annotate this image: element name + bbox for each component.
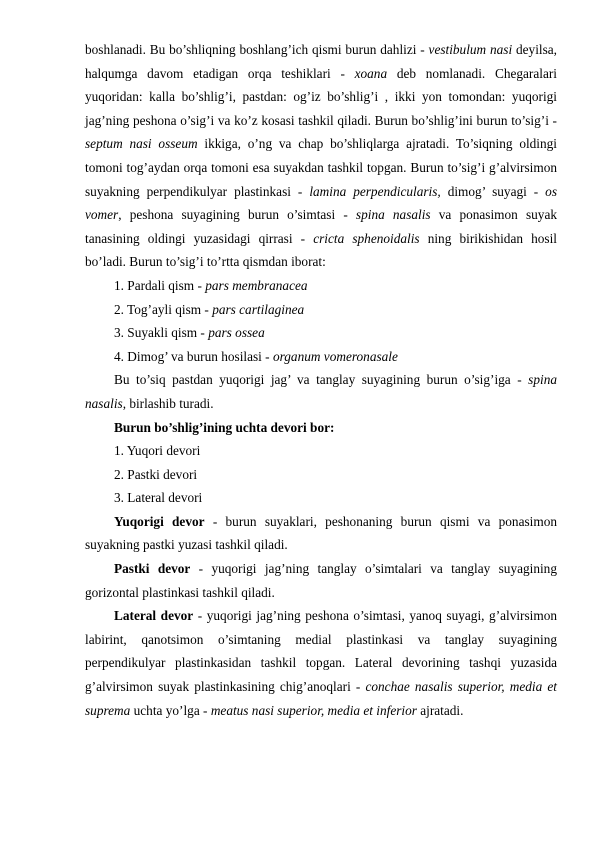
list-item-wall: 3. Lateral devori (114, 490, 203, 506)
text: deb nomlanadi. Chegaralari yuqoridan: kalla bo’shlig’i, pastdan: og’iz bo’shlig’i , ikki yon tomondan: yuqorigi jag’ning peshona o’sig’i va ko’z kosasi tashkil qiladi. Burun bo’shlig’ini burun to’sig’i - (85, 65, 557, 128)
latin-term: septum nasi osseum (85, 136, 198, 152)
part-label: 2. Tog’ayli qism - (114, 301, 213, 317)
text: deyilsa, halqumga davom etadigan orqa teshiklari - (85, 42, 557, 81)
latin-term: xoana (354, 65, 388, 81)
latin-term: cricta sphenoidalis (313, 230, 420, 246)
text: uchta yo’lga - (130, 702, 211, 718)
text: boshlanadi. Bu bo’shliqning boshlang’ich qismi burun dahlizi - (85, 42, 429, 57)
text: - burun suyaklari, peshonaning burun qismi va ponasimon suyakning pastki yuzasi tashkil qiladi. (85, 513, 557, 553)
text: , peshona suyagining burun o’simtasi - (118, 207, 356, 223)
text: - yuqorigi jag’ning peshona o’simtasi, yanoq suyagi, g’alvirsimon labirint, qanotsimon o’simtaning medial plastinkasi va tanglay suyagining perpendikulyar plastinkasidan tashkil topgan. Lateral devorining tashqi yuzasida g’alvirsimon suyak plastinkasining chig’anoqlari - (85, 608, 557, 695)
latin-term: os vomer (85, 183, 557, 223)
latin-term: spina nasalis (85, 372, 557, 411)
list-item-part (85, 345, 557, 369)
text: va ponasimon suyak tanasining oldingi yuzasidagi qirrasi - (85, 207, 558, 246)
text: dimog’ suyagi - (440, 183, 546, 199)
list-item-part (85, 274, 557, 298)
walls-heading: Burun bo’shlig’ining uchta devori bor: (114, 419, 335, 435)
text: - yuqorigi jag’ning tanglay o’simtalari va tanglay suyagining gorizontal plastinkasi tashkil qiladi. (85, 561, 557, 600)
paragraph-lower-wall (85, 557, 557, 604)
part-label: 1. Pardali qism - (114, 277, 206, 293)
text: ikkiga, o’ng va chap bo’shliqlarga ajratadi. To’siqning oldingi tomoni tog’aydan orqa tomoni esa suyakdan tashkil topgan. Burun to’sig’i g’alvirsimon suyakning perpendikulyar plastinkasi - (85, 136, 557, 199)
paragraph-lateral-wall (85, 604, 557, 722)
term-bold: Pastki devor (114, 561, 191, 577)
text: ning birikishidan hosil bo’ladi. Burun to’sig’i to’rtta qismdan iborat: (85, 230, 557, 270)
text: Bu to’siq pastdan yuqorigi jag’ va tanglay suyagining burun o’sig’iga - (114, 372, 529, 388)
paragraph-nasal-cavity (85, 38, 557, 274)
list-item-wall: 2. Pastki devori (114, 466, 198, 482)
part-label: 4. Dimog’ va burun hosilasi - (114, 348, 273, 364)
document-page (85, 38, 557, 722)
list-item-part (85, 298, 557, 322)
term-bold: Yuqorigi devor (114, 513, 205, 529)
latin-term: lamina perpendicularis, (309, 183, 441, 199)
latin-term: pars ossea (208, 325, 265, 341)
latin-term: conchae nasalis superior, media et suprema (85, 679, 557, 718)
paragraph-septum-join (85, 368, 557, 415)
latin-term: vestibulum nasi (428, 42, 513, 57)
latin-term: meatus nasi superior, media et inferior (210, 702, 417, 718)
latin-term: spina nasalis (355, 207, 431, 223)
list-item-part (85, 321, 557, 345)
paragraph-upper-wall (85, 510, 557, 557)
part-label: 3. Suyakli qism - (114, 325, 209, 341)
latin-term: pars cartilaginea (212, 301, 305, 317)
text: , birlashib turadi. (122, 395, 214, 411)
latin-term: organum vomeronasale (272, 348, 398, 364)
term-bold: Lateral devor (114, 608, 194, 624)
list-item-wall: 1. Yuqori devori (114, 443, 201, 459)
latin-term: pars membranacea (205, 277, 308, 293)
text: ajratadi. (416, 702, 464, 718)
